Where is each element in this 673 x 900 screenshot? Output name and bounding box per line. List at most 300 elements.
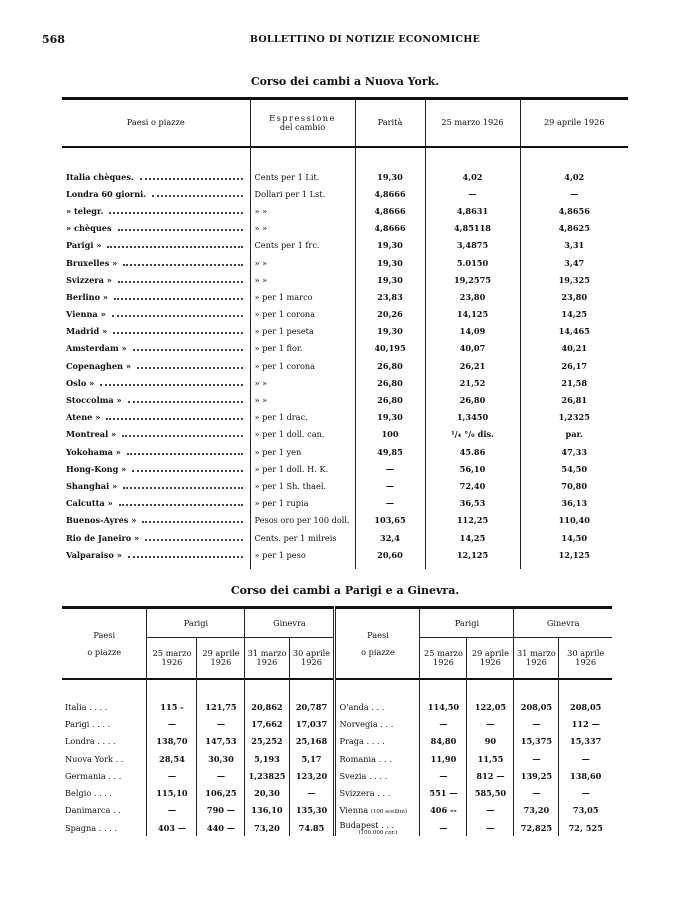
place-label: Atene » (66, 412, 101, 423)
group-header-parigi-left: Parigi (147, 608, 245, 638)
place-cell (62, 391, 250, 408)
expression-cell: » » (250, 202, 355, 219)
expression-cell: » per 1 rupia (250, 495, 355, 512)
rate-cell: — (514, 715, 559, 732)
table2-title: Corso dei cambi a Parigi e a Ginevra. (230, 584, 460, 597)
rate-25-marzo-cell: 72,40 (425, 477, 520, 494)
rate-25-marzo-cell: ¹/₄ °/₀ dis. (425, 426, 520, 443)
rate-29-aprile-cell: 36,13 (520, 495, 628, 512)
dot-leader (109, 212, 242, 214)
rate-29-aprile-cell: 110,40 (520, 512, 628, 529)
table-row (62, 679, 612, 715)
rate-29-aprile-cell: 21,58 (520, 374, 628, 391)
place-cell (62, 546, 250, 569)
place-label: Svizzera » (66, 274, 112, 285)
place-label-wrap (66, 550, 246, 560)
place-cell (62, 409, 250, 426)
table-row (62, 495, 628, 512)
new-york-exchange-table (62, 97, 628, 569)
rate-25-marzo-cell: 4,02 (425, 147, 520, 185)
date-header: 30 aprile 1926 (289, 638, 335, 680)
expression-cell: » » (250, 220, 355, 237)
rate-25-marzo-cell: — (425, 185, 520, 202)
expression-cell: Cents. per 1 milreis (250, 529, 355, 546)
parity-cell: 26,80 (355, 357, 425, 374)
table-row (62, 391, 628, 408)
rate-cell: 123,20 (289, 767, 335, 784)
place-cell: Belgio . . . . (65, 788, 113, 799)
col-header-espressione-line2: del cambio (279, 122, 326, 132)
rate-29-aprile-cell: 70,80 (520, 477, 628, 494)
rate-cell: — (467, 802, 514, 819)
place-cell: Spagna . . . . (65, 822, 117, 833)
rate-cell: 551 — (420, 784, 467, 801)
rate-29-aprile-cell: 4,8656 (520, 202, 628, 219)
place-label: Parigi » (66, 240, 102, 251)
rate-cell: 790 — (197, 802, 245, 819)
rate-cell: — (147, 767, 197, 784)
table-row (62, 460, 628, 477)
rate-25-marzo-cell: 40,07 (425, 340, 520, 357)
dot-leader (140, 178, 243, 180)
table-row (62, 271, 628, 288)
dot-leader (113, 332, 242, 334)
parity-cell: 49,85 (355, 443, 425, 460)
place-label-wrap (66, 172, 246, 182)
table-row (62, 147, 628, 185)
rate-25-marzo-cell: 12,125 (425, 546, 520, 569)
rate-25-marzo-cell: 4,85118 (425, 220, 520, 237)
rate-cell: — (467, 819, 514, 836)
expression-cell: » » (250, 271, 355, 288)
place-cell (62, 529, 250, 546)
rate-29-aprile-cell: 26,81 (520, 391, 628, 408)
rate-cell: — (514, 784, 559, 801)
rate-29-aprile-cell: 4,8625 (520, 220, 628, 237)
rate-cell: 25,168 (289, 733, 335, 750)
expression-cell: Pesos oro per 100 doll. (250, 512, 355, 529)
place-label-wrap (66, 481, 246, 491)
place-cell (62, 323, 250, 340)
place-cell: Danimarca . . (65, 805, 121, 816)
rate-cell: — (420, 819, 467, 836)
dot-leader (123, 264, 242, 266)
place-cell: Italia . . . . (65, 701, 108, 712)
rate-29-aprile-cell: par. (520, 426, 628, 443)
place-cell (335, 750, 420, 767)
table-row (62, 409, 628, 426)
expression-cell: Cents per 1 frc. (250, 237, 355, 254)
rate-cell: 135,30 (289, 802, 335, 819)
rate-cell: 84,80 (420, 733, 467, 750)
rate-cell: 90 (467, 733, 514, 750)
place-label-wrap (66, 361, 246, 371)
rate-cell: 73,20 (245, 819, 289, 836)
place-cell (62, 185, 250, 202)
piazze-label: o piazze (361, 646, 395, 657)
table-row (62, 220, 628, 237)
place-cell (335, 784, 420, 801)
expression-cell: » per 1 yen (250, 443, 355, 460)
place-label-wrap (66, 189, 246, 199)
place-cell (62, 306, 250, 323)
place-label: O'anda . . . (339, 701, 385, 712)
table-row (62, 185, 628, 202)
place-label: Norvegia . . . (339, 718, 394, 729)
rate-cell: 17,037 (289, 715, 335, 732)
place-cell (62, 460, 250, 477)
table-row (62, 202, 628, 219)
place-cell (62, 202, 250, 219)
rate-25-marzo-cell: 112,25 (425, 512, 520, 529)
rate-cell: 74.85 (289, 819, 335, 836)
group-header-parigi-right: Parigi (420, 608, 514, 638)
place-cell: Londra . . . . (65, 736, 116, 747)
rate-cell: 73,20 (514, 802, 559, 819)
expression-cell: » per 1 Sh. thael. (250, 477, 355, 494)
dot-leader (127, 453, 243, 455)
place-label: Svezia . . . . (339, 770, 388, 781)
place-label: Oslo » (66, 377, 95, 388)
rate-cell: — (420, 767, 467, 784)
expression-cell: » per 1 peso (250, 546, 355, 569)
rate-cell: 5,193 (245, 750, 289, 767)
rate-cell: 115,10 (147, 784, 197, 801)
place-label-wrap (66, 515, 246, 525)
dot-leader (123, 487, 242, 489)
dot-leader (122, 435, 242, 437)
table-row (62, 288, 628, 305)
rate-cell: — (467, 715, 514, 732)
place-label-wrap (66, 292, 246, 302)
place-label: » chèques (66, 223, 112, 234)
rate-29-aprile-cell: 3,47 (520, 254, 628, 271)
paesi-label: Paesi (93, 629, 116, 640)
parity-cell: 19,30 (355, 237, 425, 254)
expression-cell: » per 1 corona (250, 357, 355, 374)
rate-cell: 1,23825 (245, 767, 289, 784)
rate-cell: 25,252 (245, 733, 289, 750)
table-row (62, 733, 612, 750)
place-cell (335, 733, 420, 750)
table-row (62, 340, 628, 357)
place-label-wrap (66, 258, 246, 268)
table-row (62, 306, 628, 323)
place-label: Buenos-Ayres » (66, 515, 137, 526)
group-header-ginevra-left: Ginevra (245, 608, 335, 638)
place-cell (62, 271, 250, 288)
place-label-wrap (66, 206, 246, 216)
rate-29-aprile-cell: 14,465 (520, 323, 628, 340)
rate-25-marzo-cell: 4,8631 (425, 202, 520, 219)
place-cell: Germania . . . (65, 770, 122, 781)
place-cell (62, 443, 250, 460)
rate-25-marzo-cell: 14,25 (425, 529, 520, 546)
place-label: Londra 60 giorni. (66, 188, 147, 199)
expression-cell: » per 1 doll. can. (250, 426, 355, 443)
rate-29-aprile-cell: 23,80 (520, 288, 628, 305)
date-header: 31 marzo 1926 (514, 638, 559, 680)
rate-cell: 72, 525 (559, 819, 612, 836)
rate-cell: 147,53 (197, 733, 245, 750)
table-row (62, 237, 628, 254)
rate-29-aprile-cell: 54,50 (520, 460, 628, 477)
expression-cell: » per 1 doll. H. K. (250, 460, 355, 477)
expression-cell: » » (250, 254, 355, 271)
col-header-espressione-line1: Espressione (269, 112, 336, 123)
parity-cell: 20,26 (355, 306, 425, 323)
rate-25-marzo-cell: 14,09 (425, 323, 520, 340)
date-header: 30 aprile 1926 (559, 638, 612, 680)
place-label: Copenaghen » (66, 360, 131, 371)
rate-cell: 15,375 (514, 733, 559, 750)
rate-25-marzo-cell: 5.0150 (425, 254, 520, 271)
paris-geneva-exchange-table (62, 606, 612, 836)
rate-cell: 30,30 (197, 750, 245, 767)
place-label-wrap (66, 309, 246, 319)
place-label-wrap (66, 240, 246, 250)
table-row (62, 784, 612, 801)
parity-cell: 26,80 (355, 374, 425, 391)
date-header: 31 marzo 1926 (245, 638, 289, 680)
rate-cell: 28,54 (147, 750, 197, 767)
parity-cell: — (355, 460, 425, 477)
dot-leader (128, 556, 243, 558)
parity-cell: 103,65 (355, 512, 425, 529)
rate-29-aprile-cell: 19,325 (520, 271, 628, 288)
rate-cell: 403 — (147, 819, 197, 836)
rate-cell: 139,25 (514, 767, 559, 784)
place-label: Vienna (339, 805, 369, 816)
place-label-wrap (66, 533, 246, 543)
expression-cell: » per 1 fior. (250, 340, 355, 357)
parity-cell: 32,4 (355, 529, 425, 546)
dot-leader (137, 367, 243, 369)
col-header-paesi: Paesi o piazze (62, 99, 250, 148)
rate-25-marzo-cell: 1,3450 (425, 409, 520, 426)
table-row (62, 512, 628, 529)
dot-leader (106, 418, 242, 420)
rate-cell: — (197, 767, 245, 784)
table-row (62, 374, 628, 391)
place-label: Valparaiso » (66, 549, 122, 560)
place-label: Shanghai » (66, 480, 118, 491)
table-row (62, 529, 628, 546)
place-label: Madrid » (66, 326, 108, 337)
place-cell (62, 477, 250, 494)
rate-29-aprile-cell: 14,25 (520, 306, 628, 323)
date-header: 29 aprile 1926 (467, 638, 514, 680)
place-label: Amsterdam » (66, 343, 127, 354)
rate-cell: — (197, 715, 245, 732)
parity-cell: 19,30 (355, 147, 425, 185)
rate-cell: 812 — (467, 767, 514, 784)
rate-cell: 115 - (147, 679, 197, 715)
rate-cell: 406 -- (420, 802, 467, 819)
place-label: Montreal » (66, 429, 117, 440)
date-header: 25 marzo 1926 (147, 638, 197, 680)
col-header-29-aprile: 29 aprile 1926 (520, 99, 628, 148)
place-label: Romania . . . (339, 753, 392, 764)
place-cell (62, 374, 250, 391)
place-cell (62, 512, 250, 529)
parity-cell: 19,30 (355, 323, 425, 340)
place-label-wrap (66, 412, 246, 422)
table-row (62, 819, 612, 836)
rate-cell: 208,05 (514, 679, 559, 715)
table-row (62, 767, 612, 784)
rate-cell: 20,30 (245, 784, 289, 801)
rate-29-aprile-cell: 40,21 (520, 340, 628, 357)
rate-25-marzo-cell: 19,2575 (425, 271, 520, 288)
place-label-wrap (66, 378, 246, 388)
expression-cell: Cents per 1 Lit. (250, 147, 355, 185)
rate-cell: 136,10 (245, 802, 289, 819)
place-cell (335, 715, 420, 732)
rate-25-marzo-cell: 21,52 (425, 374, 520, 391)
col-header-parita: Parità (355, 99, 425, 148)
parity-cell: 20,60 (355, 546, 425, 569)
rate-cell: 585,50 (467, 784, 514, 801)
piazze-label: o piazze (87, 646, 122, 657)
place-label: Italia chèques. (66, 171, 134, 182)
rate-29-aprile-cell: 14,50 (520, 529, 628, 546)
parity-cell: 100 (355, 426, 425, 443)
paesi-label: Paesi (367, 629, 389, 640)
place-label: Vienna » (66, 309, 106, 320)
dot-leader (132, 470, 242, 472)
place-label: Budapest . . . (339, 819, 395, 830)
parity-cell: 4,8666 (355, 202, 425, 219)
rate-29-aprile-cell: 47,33 (520, 443, 628, 460)
rate-cell: 138,70 (147, 733, 197, 750)
rate-cell: 122,05 (467, 679, 514, 715)
rate-cell: — (147, 715, 197, 732)
rate-cell: 440 — (197, 819, 245, 836)
rate-25-marzo-cell: 23,80 (425, 288, 520, 305)
table-row (62, 357, 628, 374)
rate-cell: 72,825 (514, 819, 559, 836)
place-label: Stoccolma » (66, 395, 122, 406)
rate-cell: 112 — (559, 715, 612, 732)
dot-leader (114, 298, 242, 300)
col-header-paesi-left (62, 608, 147, 680)
place-label: » telegr. (66, 205, 104, 216)
date-header: 29 aprile 1926 (197, 638, 245, 680)
parity-cell: 26,80 (355, 391, 425, 408)
group-header-ginevra-right: Ginevra (514, 608, 612, 638)
rate-cell: — (420, 715, 467, 732)
rate-cell: 11,90 (420, 750, 467, 767)
place-label-wrap (66, 447, 246, 457)
dot-leader (119, 504, 243, 506)
table-row (62, 802, 612, 819)
place-cell (335, 802, 420, 819)
place-cell (62, 357, 250, 374)
rate-cell: 114,50 (420, 679, 467, 715)
place-label: Bruxelles » (66, 257, 118, 268)
parity-cell: 4,8666 (355, 220, 425, 237)
place-label: Praga . . . . (339, 736, 385, 747)
place-note: (100.000 cor.) (358, 829, 398, 836)
rate-29-aprile-cell: — (520, 185, 628, 202)
rate-25-marzo-cell: 26,21 (425, 357, 520, 374)
rate-25-marzo-cell: 45.86 (425, 443, 520, 460)
dot-leader (142, 521, 242, 523)
rate-29-aprile-cell: 26,17 (520, 357, 628, 374)
place-cell (335, 819, 420, 836)
place-label: Hong-Kong » (66, 463, 127, 474)
rate-cell: 20,862 (245, 679, 289, 715)
place-label: Svizzera . . . (339, 788, 391, 799)
running-title: BOLLETTINO DI NOTIZIE ECONOMICHE (249, 34, 481, 45)
table-row (62, 750, 612, 767)
expression-cell: » » (250, 374, 355, 391)
place-label: Berlino » (66, 291, 109, 302)
place-label: Rio de Janeiro » (66, 532, 140, 543)
dot-leader (152, 195, 242, 197)
place-cell (62, 254, 250, 271)
table-row (62, 546, 628, 569)
rate-cell: 15,337 (559, 733, 612, 750)
parity-cell: 23,83 (355, 288, 425, 305)
rate-cell: 17,662 (245, 715, 289, 732)
place-note: (100 scellini) (370, 809, 408, 816)
rate-cell: 73,05 (559, 802, 612, 819)
place-cell: Nuova York . . (65, 753, 124, 764)
rate-cell: 20,787 (289, 679, 335, 715)
expression-cell: Dollari per 1 Lst. (250, 185, 355, 202)
parity-cell: 19,30 (355, 271, 425, 288)
rate-cell: 208,05 (559, 679, 612, 715)
page-number: 568 (42, 33, 65, 46)
rate-29-aprile-cell: 1,2325 (520, 409, 628, 426)
place-label: Yokohama » (66, 446, 121, 457)
dot-leader (118, 229, 243, 231)
col-header-espressione (250, 99, 355, 148)
place-label-wrap (66, 275, 246, 285)
rate-29-aprile-cell: 12,125 (520, 546, 628, 569)
dot-leader (128, 401, 243, 403)
table1-title: Corso dei cambi a Nuova York. (250, 75, 440, 88)
date-header: 25 marzo 1926 (420, 638, 467, 680)
parity-cell: — (355, 477, 425, 494)
place-cell (62, 426, 250, 443)
table-row (62, 426, 628, 443)
dot-leader (118, 281, 243, 283)
parity-cell: 4,8666 (355, 185, 425, 202)
place-label-wrap (66, 326, 246, 336)
rate-25-marzo-cell: 56,10 (425, 460, 520, 477)
expression-cell: » per 1 corona (250, 306, 355, 323)
rate-cell: 138,60 (559, 767, 612, 784)
place-label-wrap (66, 223, 246, 233)
parity-cell: 40,195 (355, 340, 425, 357)
place-cell (62, 220, 250, 237)
table-row (62, 254, 628, 271)
rate-25-marzo-cell: 3,4875 (425, 237, 520, 254)
rate-cell: — (147, 802, 197, 819)
place-label-wrap (66, 429, 246, 439)
rate-cell: — (559, 784, 612, 801)
rate-cell: — (559, 750, 612, 767)
expression-cell: » per 1 peseta (250, 323, 355, 340)
table-row (62, 443, 628, 460)
place-cell: Parigi . . . . (65, 718, 111, 729)
table-row (62, 715, 612, 732)
rate-29-aprile-cell: 3,31 (520, 237, 628, 254)
expression-cell: » per 1 drac. (250, 409, 355, 426)
